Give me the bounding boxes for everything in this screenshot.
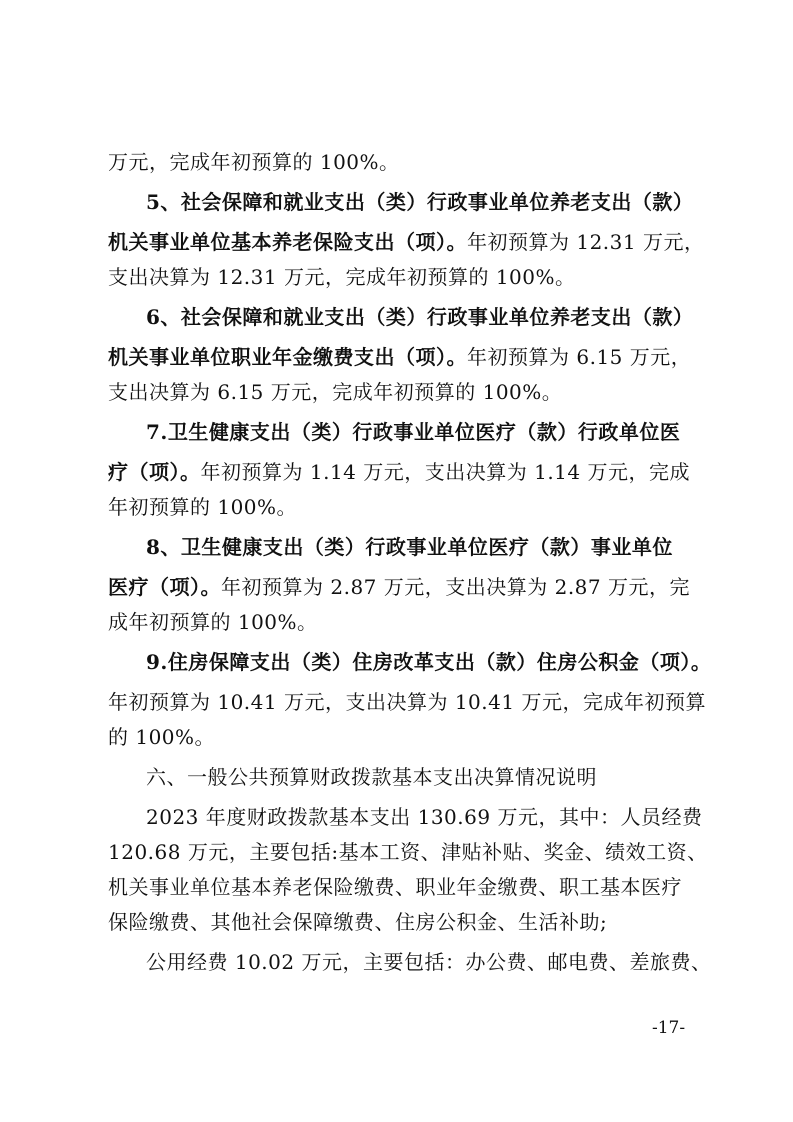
- line-bold-text: 7.卫生健康支出（类）行政事业单位医疗（款）行政单位医: [146, 420, 681, 444]
- line-bold-text: 医疗（项）。: [108, 575, 221, 599]
- section-6-para-line-3: [108, 873, 682, 901]
- line-text: 120.68 万元，主要包括:基本工资、津贴补贴、奖金、绩效工资、: [108, 840, 708, 864]
- line-text: 年初预算为 6.15 万元，: [467, 345, 692, 369]
- section-6-para-line-2: [108, 838, 708, 866]
- item-6-heading: [146, 303, 693, 331]
- item-9-heading: [146, 648, 711, 676]
- line-text: 公用经费 10.02 万元，主要包括：办公费、邮电费、差旅费、: [146, 950, 712, 974]
- line-bold-text: 疗（项）。: [108, 460, 201, 484]
- item-7-heading: [146, 418, 680, 446]
- line-bold-text: 6、社会保障和就业支出（类）行政事业单位养老支出（款）: [146, 305, 694, 329]
- line-text: 机关事业单位基本养老保险缴费、职业年金缴费、职工基本医疗: [108, 875, 682, 899]
- item-6-line-3: [108, 378, 562, 406]
- line-text: 保险缴费、其他社会保障缴费、住房公积金、生活补助;: [108, 910, 608, 934]
- line-text: 年初预算的 100%。: [108, 495, 298, 519]
- item-7-line-3: [108, 493, 297, 521]
- line-text: 成年初预算的 100%。: [108, 610, 318, 634]
- line-text: 年初预算为 10.41 万元，支出决算为 10.41 万元，完成年初预算: [108, 690, 706, 714]
- line-text: 年初预算为 2.87 万元，支出决算为 2.87 万元，完: [221, 575, 690, 599]
- section-6-para-line-4: [108, 908, 607, 936]
- item-7-line-2: [108, 458, 690, 486]
- item-9-line-3: [108, 723, 215, 751]
- line-bold-text: 机关事业单位职业年金缴费支出（项）。: [108, 345, 467, 369]
- line-text: 年初预算为 12.31 万元，: [467, 230, 705, 254]
- line-text: 年初预算为 1.14 万元，支出决算为 1.14 万元，完成: [200, 460, 690, 484]
- section-heading-text: 六、一般公共预算财政拨款基本支出决算情况说明: [146, 765, 597, 789]
- item-6-line-2: [108, 343, 691, 371]
- page-number: -17-: [652, 1018, 686, 1038]
- line-text: 的 100%。: [108, 725, 216, 749]
- item-8-heading: [146, 533, 673, 561]
- line-text: 支出决算为 6.15 万元，完成年初预算的 100%。: [108, 380, 563, 404]
- line-bold-text: 9.住房保障支出（类）住房改革支出（款）住房公积金（项）。: [146, 650, 712, 674]
- item-8-line-2: [108, 573, 690, 601]
- line-bold-text: 8、卫生健康支出（类）行政事业单位医疗（款）事业单位: [146, 535, 673, 559]
- item-9-line-2: [108, 688, 706, 716]
- item-5-line-3: [108, 263, 576, 291]
- line-text: 万元，完成年初预算的 100%。: [108, 150, 400, 174]
- line-bold-text: 5、社会保障和就业支出（类）行政事业单位养老支出（款）: [146, 190, 694, 214]
- line-text: 2023 年度财政拨款基本支出 130.69 万元，其中：人员经费: [146, 805, 703, 829]
- section-6-para-line-1: [146, 803, 702, 831]
- line-text: 支出决算为 12.31 万元，完成年初预算的 100%。: [108, 265, 576, 289]
- line-bold-text: 机关事业单位基本养老保险支出（项）。: [108, 230, 467, 254]
- item-5-line-2: [108, 228, 704, 256]
- section-6-para2-line-1: [146, 948, 711, 976]
- item-5-heading: [146, 188, 693, 216]
- item-8-line-3: [108, 608, 318, 636]
- section-6-heading: [146, 763, 597, 791]
- text-line-1: [108, 148, 400, 176]
